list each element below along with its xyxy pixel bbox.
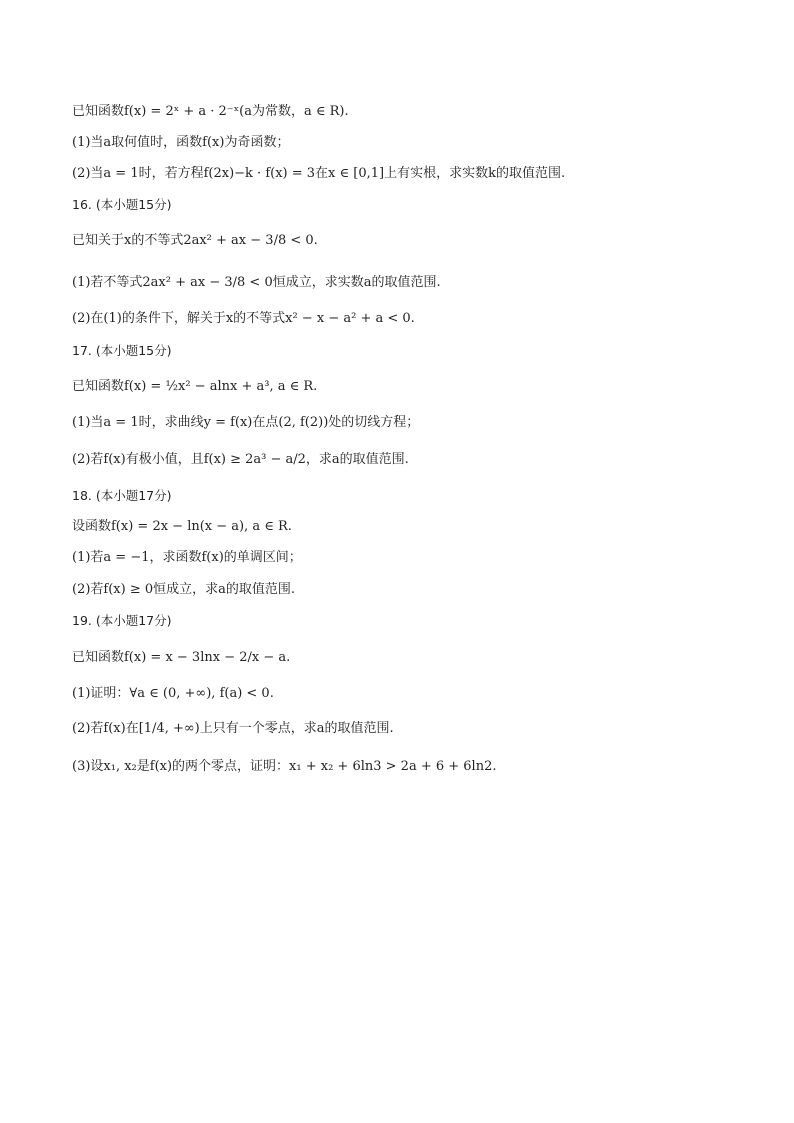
problem-17-header: 17. (本小题15分) (72, 343, 172, 358)
problem-17-statement: 已知函数f(x) = ½x² − alnx + a³, a ∈ R. (72, 379, 318, 394)
problem-19-part-2: (2)若f(x)在[1/4, +∞)上只有一个零点，求a的取值范围. (72, 721, 394, 736)
problem-15-part-2: (2)当a = 1时，若方程f(2x)−k · f(x) = 3在x ∈ [0,1]上有实根，求实数k的取值范围. (72, 166, 566, 181)
problem-18-part-1: (1)若a = −1，求函数f(x)的单调区间； (72, 550, 302, 565)
problem-18-part-2: (2)若f(x) ≥ 0恒成立，求a的取值范围. (72, 582, 296, 597)
problem-17-part-2: (2)若f(x)有极小值，且f(x) ≥ 2a³ − a/2，求a的取值范围. (72, 452, 409, 467)
problem-18-header: 18. (本小题17分) (72, 488, 172, 503)
problem-19-part-1: (1)证明：∀a ∈ (0, +∞), f(a) < 0. (72, 686, 274, 701)
problem-15-function-definition: 已知函数f(x) = 2ˣ + a · 2⁻ˣ(a为常数，a ∈ R). (72, 104, 349, 119)
problem-16-header: 16. (本小题15分) (72, 197, 172, 212)
problem-19-header: 19. (本小题17分) (72, 613, 172, 628)
problem-16-part-1: (1)若不等式2ax² + ax − 3/8 < 0恒成立，求实数a的取值范围. (72, 275, 441, 290)
problem-17-part-1: (1)当a = 1时，求曲线y = f(x)在点(2, f(2))处的切线方程； (72, 415, 420, 430)
problem-19-part-3: (3)设x₁, x₂是f(x)的两个零点，证明：x₁ + x₂ + 6ln3 > 2a + 6 + 6ln2. (72, 759, 497, 774)
problem-16-statement: 已知关于x的不等式2ax² + ax − 3/8 < 0. (72, 233, 318, 248)
problem-19-statement: 已知函数f(x) = x − 3lnx − 2/x − a. (72, 650, 291, 665)
problem-15-part-1: (1)当a取何值时，函数f(x)为奇函数； (72, 135, 290, 150)
problem-18-statement: 设函数f(x) = 2x − ln(x − a), a ∈ R. (72, 519, 292, 534)
problem-16-part-2: (2)在(1)的条件下，解关于x的不等式x² − x − a² + a < 0. (72, 311, 415, 326)
